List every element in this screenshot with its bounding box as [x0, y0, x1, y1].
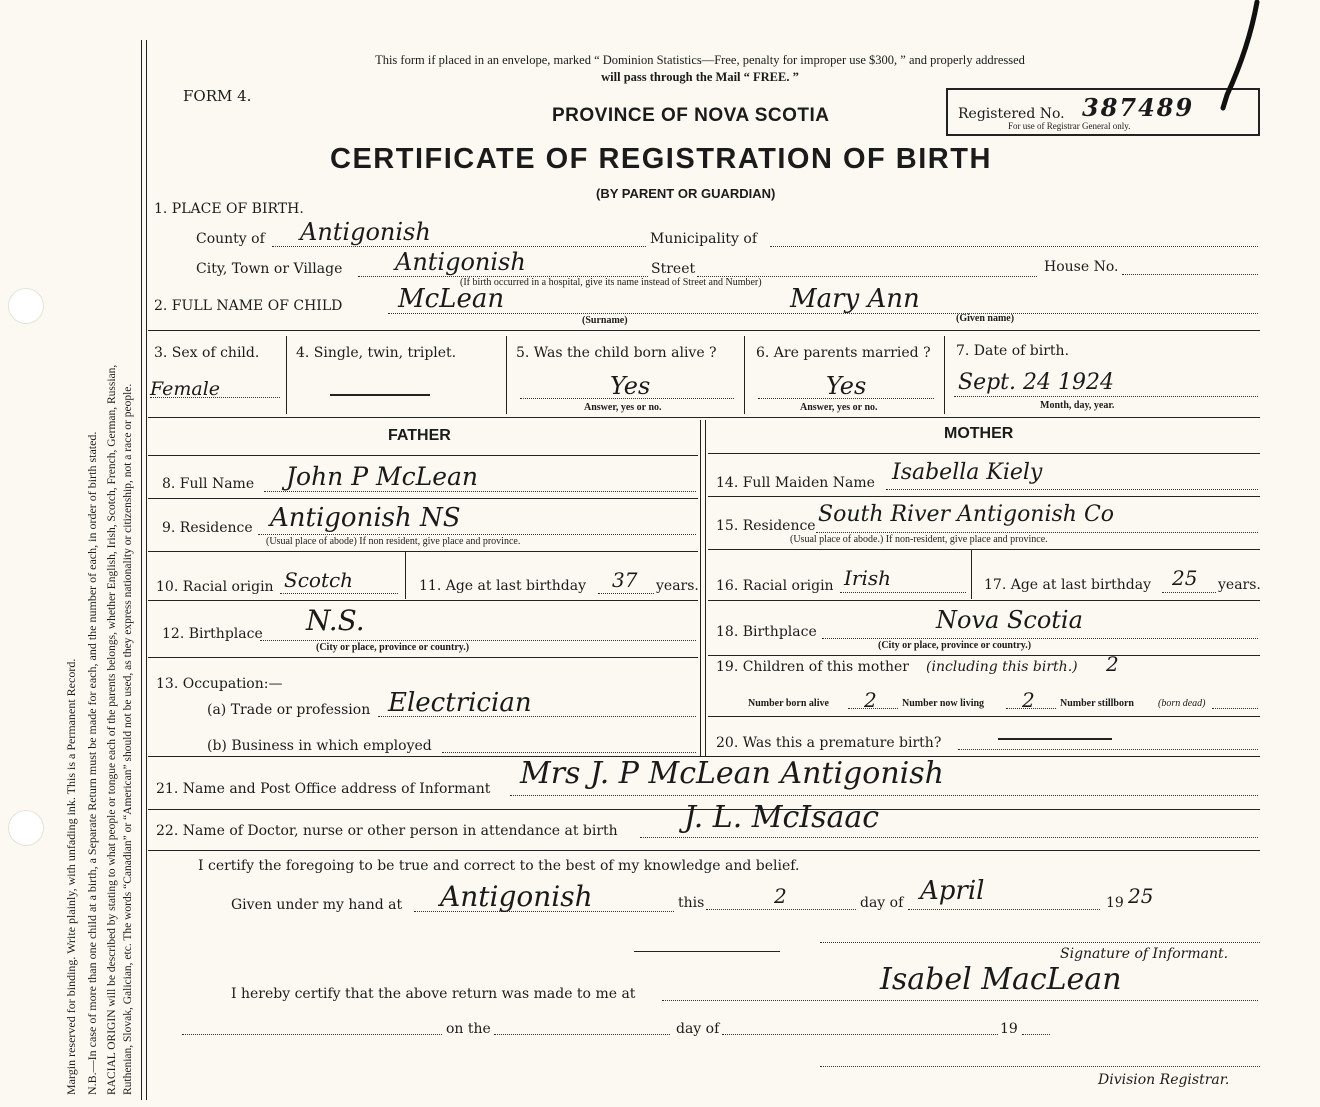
mother-residence-value: South River Antigonish Co	[818, 502, 1115, 527]
born-alive-value: Yes	[610, 372, 651, 400]
certificate-subtitle: (BY PARENT OR GUARDIAN)	[596, 186, 776, 201]
signature-label: Signature of Informant.	[1060, 946, 1229, 962]
mother-race-label: 16. Racial origin	[716, 578, 834, 594]
born-alive-count-value: 2	[864, 688, 877, 712]
trade-label: (a) Trade or profession	[207, 702, 371, 718]
day-of-label-2: day of	[676, 1021, 720, 1037]
margin-note-binding: Margin reserved for binding. Write plainly, with unfading ink. This is a Permanent Record.	[64, 658, 78, 1095]
child-name-label: 2. FULL NAME OF CHILD	[154, 298, 343, 314]
day-value: 2	[774, 884, 787, 908]
child-given-name: Mary Ann	[790, 284, 920, 314]
divider-short	[634, 951, 780, 952]
registered-number: 387489	[1082, 93, 1195, 122]
hospital-note: (If birth occurred in a hospital, give its name instead of Street and Number)	[460, 277, 762, 288]
mother-residence-note: (Usual place of abode.) If non-resident, give place and province.	[790, 534, 1048, 545]
father-name-label: 8. Full Name	[162, 476, 255, 492]
plurality-label: 4. Single, twin, triplet.	[296, 345, 457, 361]
division-registrar-label: Division Registrar.	[1098, 1072, 1230, 1088]
sex-value: Female	[150, 378, 221, 400]
surname-note: (Surname)	[582, 315, 628, 326]
year-prefix-2: 19	[1000, 1021, 1018, 1037]
postal-notice	[210, 52, 1190, 86]
given-name-note: (Given name)	[956, 313, 1015, 324]
city-label: City, Town or Village	[196, 261, 343, 277]
this-label: this	[678, 895, 705, 911]
father-age-years: years.	[656, 578, 699, 594]
given-under-label: Given under my hand at	[231, 897, 403, 913]
registered-label: Registered No.	[958, 106, 1065, 122]
given-place-value: Antigonish	[440, 880, 593, 913]
father-heading: FATHER	[388, 427, 451, 444]
form-number: FORM 4.	[183, 87, 252, 105]
date-of-birth-value: Sept. 24 1924	[958, 370, 1114, 395]
date-of-birth-label: 7. Date of birth.	[956, 343, 1070, 359]
certificate-title: CERTIFICATE OF REGISTRATION OF BIRTH	[330, 143, 992, 175]
plurality-dash	[330, 394, 430, 396]
postal-notice-line1: This form if placed in an envelope, marked “ Dominion Statistics—Free, penalty for improper use $300, ” and properly addressed	[375, 53, 1025, 67]
born-alive-label: 5. Was the child born alive ?	[516, 345, 717, 361]
mother-race-value: Irish	[844, 566, 892, 590]
born-alive-count-label: Number born alive	[748, 698, 829, 709]
street-label: Street	[651, 261, 696, 277]
premature-label: 20. Was this a premature birth?	[716, 735, 942, 751]
left-border-outer	[141, 40, 142, 1100]
father-residence-note: (Usual place of abode) If non resident, give place and province.	[266, 536, 521, 547]
county-label: County of	[196, 231, 265, 247]
father-name-value: John P McLean	[286, 462, 478, 491]
informant-value: Mrs J. P McLean Antigonish	[520, 756, 944, 791]
children-note: (including this birth.)	[926, 659, 1078, 675]
mother-birthplace-note: (City or place, province or country.)	[878, 640, 1032, 651]
parents-married-label: 6. Are parents married ?	[756, 345, 931, 361]
mother-age-value: 25	[1172, 566, 1198, 590]
now-living-value: 2	[1022, 688, 1035, 712]
mother-birthplace-label: 18. Birthplace	[716, 624, 817, 640]
trade-value: Electrician	[388, 688, 532, 718]
mother-name-label: 14. Full Maiden Name	[716, 475, 875, 491]
father-age-label: 11. Age at last birthday	[419, 578, 587, 594]
city-value: Antigonish	[395, 248, 526, 276]
doctor-label: 22. Name of Doctor, nurse or other person in attendance at birth	[156, 823, 618, 839]
children-label: 19. Children of this mother	[716, 659, 909, 675]
mother-heading: MOTHER	[944, 425, 1014, 442]
registrar-certify-label: I hereby certify that the above return was made to me at	[231, 986, 636, 1002]
father-birthplace-label: 12. Birthplace	[162, 626, 263, 642]
house-label: House No.	[1044, 259, 1119, 275]
left-border-inner	[146, 40, 147, 1100]
margin-note-racial-origin: RACIAL ORIGIN will be described by stating to what people or tongue each of the parents belongs, whether English, Irish, Scotch, French, German, Russian,	[106, 364, 118, 1095]
children-value: 2	[1106, 652, 1119, 676]
father-age-value: 37	[612, 568, 638, 592]
margin-note-racial-origin-cont: Ruthenian, Slovak, Galician, etc. The words “Canadian” or “American” should not be used, as they express nationality or citizenship, not a race or people.	[122, 383, 134, 1095]
now-living-label: Number now living	[902, 698, 985, 709]
stillborn-label: Number stillborn	[1060, 698, 1134, 709]
stillborn-note: (born dead)	[1158, 698, 1206, 709]
county-value: Antigonish	[300, 218, 431, 246]
mother-name-value: Isabella Kiely	[892, 460, 1043, 485]
year-value: 25	[1128, 884, 1154, 908]
premature-dash	[998, 738, 1112, 740]
informant-label: 21. Name and Post Office address of Informant	[156, 781, 491, 797]
postal-notice-line2: will pass through the Mail “ FREE. ”	[601, 70, 799, 84]
parents-married-value: Yes	[826, 372, 867, 400]
parents-married-note: Answer, yes or no.	[800, 402, 878, 413]
date-of-birth-note: Month, day, year.	[1040, 400, 1115, 411]
doctor-value: J. L. McIsaac	[684, 800, 880, 835]
margin-note-multiple-births: N.B.—In case of more than one child at a birth, a Separate Return must be made for each, and the number of each, in order of birth stated.	[85, 431, 99, 1095]
father-birthplace-note: (City or place, province or country.)	[316, 642, 470, 653]
month-value: April	[920, 876, 985, 906]
registrar-note: For use of Registrar General only.	[1008, 121, 1131, 131]
mother-birthplace-value: Nova Scotia	[936, 606, 1083, 634]
father-residence-label: 9. Residence	[162, 520, 253, 536]
sex-label: 3. Sex of child.	[154, 345, 260, 361]
father-race-value: Scotch	[284, 568, 354, 592]
on-the-label: on the	[446, 1021, 491, 1037]
binding-hole-bottom	[8, 810, 44, 846]
father-residence-value: Antigonish NS	[270, 503, 461, 533]
father-race-label: 10. Racial origin	[156, 579, 274, 595]
certify-statement: I certify the foregoing to be true and correct to the best of my knowledge and belief.	[198, 858, 800, 874]
mother-age-label: 17. Age at last birthday	[984, 577, 1152, 593]
mother-residence-label: 15. Residence	[716, 518, 816, 534]
child-surname: McLean	[398, 284, 505, 314]
mother-age-years: years.	[1218, 577, 1261, 593]
father-birthplace-value: N.S.	[306, 604, 365, 637]
province-heading: PROVINCE OF NOVA SCOTIA	[552, 105, 830, 126]
occupation-label: 13. Occupation:—	[156, 676, 283, 692]
municipality-label: Municipality of	[650, 231, 758, 247]
born-alive-note: Answer, yes or no.	[584, 402, 662, 413]
informant-signature: Isabel MacLean	[880, 962, 1122, 997]
binding-hole-top	[8, 288, 44, 324]
business-label: (b) Business in which employed	[207, 738, 432, 754]
day-of-label: day of	[860, 895, 904, 911]
pen-mark	[1205, 0, 1265, 115]
place-of-birth-heading: 1. PLACE OF BIRTH.	[154, 201, 304, 217]
year-prefix: 19	[1106, 895, 1124, 911]
